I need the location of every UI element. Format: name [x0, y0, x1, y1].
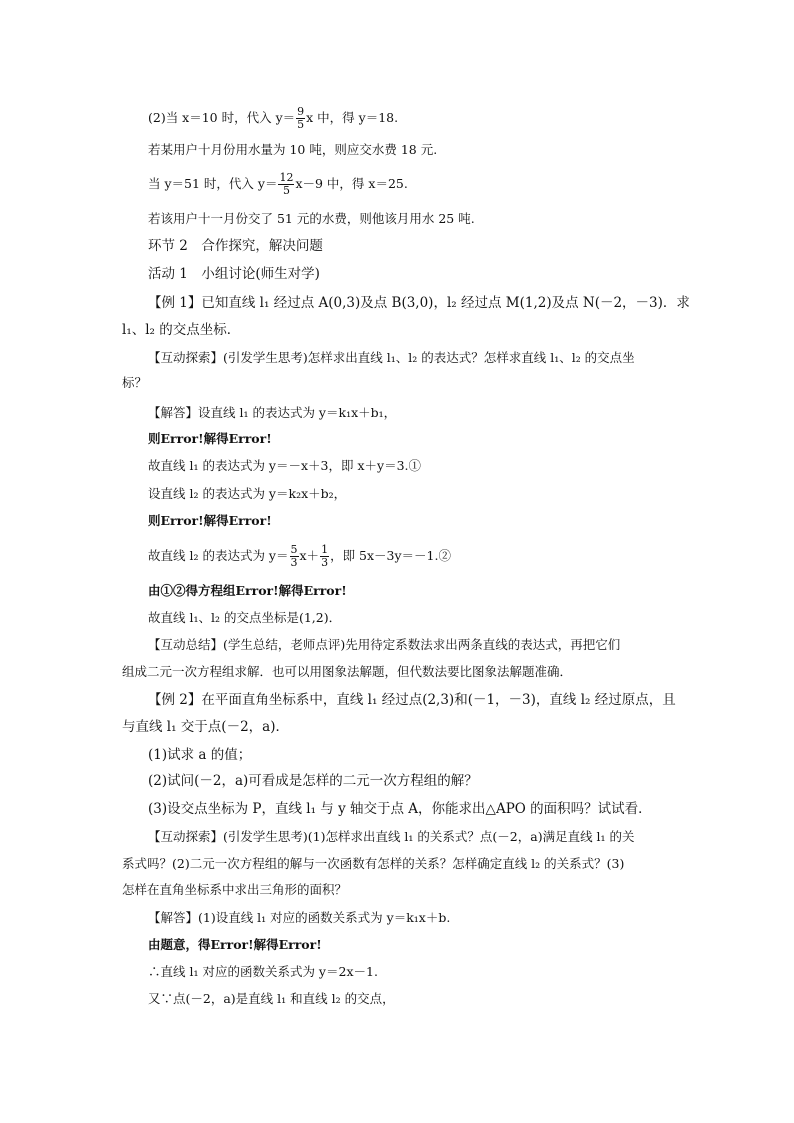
text: ，即 5x－3y＝－1.② — [330, 548, 451, 563]
text: x 中，得 y＝18. — [306, 110, 399, 125]
explore-2: 【互动探索】(引发学生思考)(1)怎样求出直线 l₁ 的关系式？点(－2，a)满足直线 l₁ 的关 — [148, 829, 635, 844]
answer-2-line-3: ∴直线 l₁ 对应的函数关系式为 y＝2x－1. — [148, 964, 378, 979]
summary-1: 【互动总结】(学生总结，老师点评)先用待定系数法求出两条直线的表达式，再把它们 — [148, 637, 621, 652]
answer-1-line-2: 则Error!解得Error! — [148, 431, 272, 446]
line-conclusion-1: 若某用户十月份用水量为 10 吨，则应交水费 18 元. — [148, 142, 438, 157]
example-1-stem: 【例 1】已知直线 l₁ 经过点 A(0,3)及点 B(3,0)，l₂ 经过点 M(1,2)及点 N(－2，－3)．求 — [148, 295, 690, 311]
explore-1: 【互动探索】(引发学生思考)怎样求出直线 l₁、l₂ 的表达式？怎样求直线 l₁、l₂ 的交点坐 — [148, 350, 635, 365]
answer-1-line-6 — [148, 544, 451, 569]
answer-2-line-1: 【解答】(1)设直线 l₁ 对应的函数关系式为 y＝k₁x＋b. — [148, 910, 451, 925]
text: x－9 中，得 x＝25. — [295, 176, 408, 191]
example-2-q2: (2)试问(－2，a)可看成是怎样的二元一次方程组的解？ — [148, 773, 478, 789]
explore-1-cont: 标？ — [122, 375, 148, 390]
text: x＋ — [299, 548, 320, 563]
answer-1-line-5: 则Error!解得Error! — [148, 513, 272, 528]
explore-2-cont-2: 怎样在直角坐标系中求出三角形的面积？ — [122, 882, 348, 897]
answer-1-line-7: 由①②得方程组Error!解得Error! — [148, 583, 347, 598]
line-substitute-y — [148, 172, 408, 197]
summary-1-cont: 组成二元一次方程组求解．也可以用图象法解题，但代数法要比图象法解题准确． — [122, 664, 573, 679]
text: 当 y＝51 时，代入 y＝ — [148, 176, 278, 191]
text: (2)当 x＝10 时，代入 y＝ — [148, 110, 296, 125]
line-conclusion-2: 若该用户十一月份交了 51 元的水费，则他该月用水 25 吨. — [148, 211, 475, 226]
example-1-stem-cont: l₁、l₂ 的交点坐标． — [122, 322, 241, 338]
example-2-stem-cont: 与直线 l₁ 交于点(－2，a)． — [122, 719, 289, 735]
fraction-1-3: $\frac{1}{3}$ — [321, 543, 329, 569]
answer-1-line-8: 故直线 l₁、l₂ 的交点坐标是(1,2)． — [148, 610, 342, 625]
example-2-q3: (3)设交点坐标为 P，直线 l₁ 与 y 轴交于点 A，你能求出△APO 的面积吗？试试看． — [148, 801, 652, 817]
section-heading: 环节 2 合作探究，解决问题 — [148, 238, 323, 254]
fraction-12-5: $\frac{12}{5}$ — [279, 171, 294, 197]
answer-2-line-4: 又∵点(－2，a)是直线 l₁ 和直线 l₂ 的交点， — [148, 991, 395, 1006]
example-2-q1: (1)试求 a 的值； — [148, 747, 252, 763]
text: 故直线 l₂ 的表达式为 y＝ — [148, 548, 289, 563]
answer-1-line-1: 【解答】设直线 l₁ 的表达式为 y＝k₁x＋b₁， — [148, 405, 397, 420]
answer-2-line-2: 由题意，得Error!解得Error! — [148, 937, 322, 952]
answer-1-line-4: 设直线 l₂ 的表达式为 y＝k₂x＋b₂， — [148, 486, 347, 501]
line-substitute-x — [148, 106, 398, 131]
explore-2-cont-1: 系式吗？(2)二元一次方程组的解与一次函数有怎样的关系？怎样确定直线 l₂ 的关系式？(3) — [122, 856, 625, 871]
activity-heading: 活动 1 小组讨论(师生对学) — [148, 266, 320, 282]
example-2-stem: 【例 2】在平面直角坐标系中，直线 l₁ 经过点(2,3)和(－1，－3)，直线 l₂ 经过原点，且 — [148, 692, 676, 708]
answer-1-line-3: 故直线 l₁ 的表达式为 y＝－x＋3，即 x＋y＝3.① — [148, 458, 422, 473]
fraction-9-5: $\frac{9}{5}$ — [297, 105, 305, 131]
fraction-5-3: $\frac{5}{3}$ — [290, 543, 298, 569]
